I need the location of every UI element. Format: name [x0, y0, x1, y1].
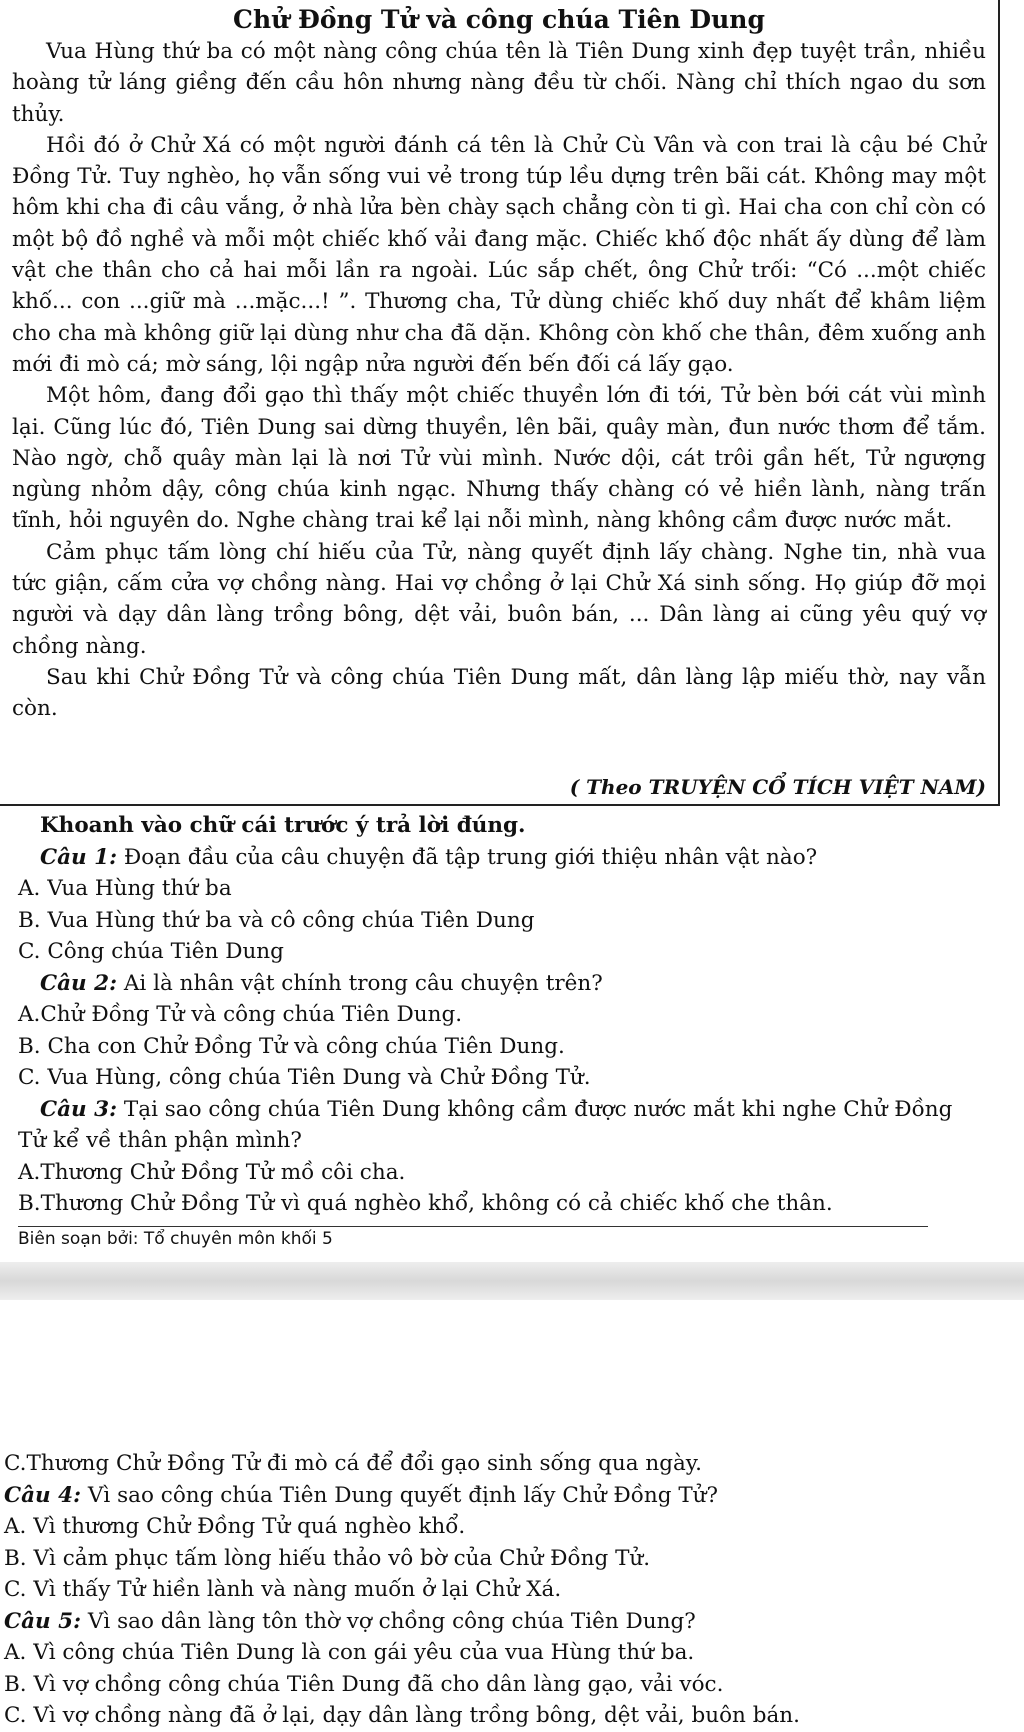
answer-option[interactable]: C. Vì vợ chồng nàng đã ở lại, dạy dân làng trồng bông, dệt vải, buôn bán. [4, 1703, 800, 1728]
answer-option[interactable]: B. Vua Hùng thứ ba và cô công chúa Tiên Dung [18, 907, 535, 933]
page-divider [0, 1262, 1024, 1300]
answer-option[interactable]: C. Vì thấy Tử hiền lành và nàng muốn ở lại Chử Xá. [4, 1577, 562, 1602]
page-2-content [4, 1448, 1020, 1732]
question-label: Câu 1: [40, 844, 118, 870]
question-text: Vì sao công chúa Tiên Dung quyết định lấy Chử Đồng Tử? [87, 1482, 719, 1508]
answer-option[interactable]: A.Thương Chử Đồng Tử mồ côi cha. [18, 1159, 406, 1185]
question-text: Tại sao công chúa Tiên Dung không cầm được nước mắt khi nghe Chử Đồng [123, 1096, 953, 1122]
instruction: Khoanh vào chữ cái trước ý trả lời đúng. [40, 813, 526, 838]
questions-section [18, 810, 1008, 1220]
story-paragraph-2: Hồi đó ở Chử Xá có một người đánh cá tên là Chử Cù Vân và con trai là cậu bé Chử Đồng Tử. Tuy nghèo, họ vẫn sống vui vẻ trong túp lều dựng trên bãi cát. Không may một hôm khi cha đi câu vắng, ở nhà lửa bèn chày sạch chẳng còn ti gì. Hai cha con chỉ còn có một bộ đồ nghề và mỗi một chiếc khố vải đang mặc. Chiếc khố độc nhất ấy dùng để làm vật che thân cho cả hai mỗi lần ra ngoài. Lúc sắp chết, ông Chử trối: “Có ...một chiếc khố... con ...giữ mà ...mặc...! ”. Thương cha, Tử dùng chiếc khố duy nhất để khâm liệm cho cha mà không giữ lại dùng như cha đã dặn. Không còn khố che thân, đêm xuống anh mới đi mò cá; mờ sáng, lội ngập nửa người đến bến đối cá lấy gạo. [12, 132, 986, 377]
story-title: Chử Đồng Tử và công chúa Tiên Dung [233, 5, 765, 34]
question-text-continued: Tử kể về thân phận mình? [18, 1128, 302, 1153]
story-paragraph-3: Một hôm, đang đổi gạo thì thấy một chiếc thuyền lớn đi tới, Tử bèn bới cát vùi mình lại. Cũng lúc đó, Tiên Dung sai dừng thuyền, lên bãi, quây màn, đun nước thơm để tắm. Nào ngờ, chỗ quây màn lại là nơi Tử vùi mình. Nước dội, cát trôi gần hết, Tử ngượng ngùng nhỏm dậy, công chúa kinh ngạc. Nhưng thấy chàng có vẻ hiền lành, nàng trấn tĩnh, hỏi nguyên do. Nghe chàng trai kể lại nỗi mình, nàng không cầm được nước mắt. [12, 383, 986, 534]
question-text: Đoạn đầu của câu chuyện đã tập trung giới thiệu nhân vật nào? [123, 844, 818, 870]
question-3 [18, 1094, 1008, 1126]
answer-option[interactable]: A. Vua Hùng thứ ba [18, 876, 232, 901]
story-paragraph-1: Vua Hùng thứ ba có một nàng công chúa tên là Tiên Dung xinh đẹp tuyệt trần, nhiều hoàng tử láng giềng đến cầu hôn nhưng nàng đều từ chối. Nàng chỉ thích ngao du sơn thủy. [12, 39, 986, 127]
story-paragraph-5: Sau khi Chử Đồng Tử và công chúa Tiên Dung mất, dân làng lập miếu thờ, nay vẫn còn. [12, 664, 986, 722]
question-label: Câu 2: [40, 970, 118, 996]
answer-option[interactable]: C. Vua Hùng, công chúa Tiên Dung và Chử Đồng Tử. [18, 1065, 591, 1090]
answer-option[interactable]: A. Vì công chúa Tiên Dung là con gái yêu của vua Hùng thứ ba. [4, 1640, 695, 1665]
answer-option[interactable]: C. Công chúa Tiên Dung [18, 939, 284, 964]
question-5 [4, 1606, 1020, 1638]
answer-option[interactable]: B. Vì cảm phục tấm lòng hiếu thảo vô bờ của Chử Đồng Tử. [4, 1545, 651, 1571]
page-footer: Biên soạn bởi: Tổ chuyên môn khối 5 [18, 1226, 928, 1249]
answer-option[interactable]: A. Vì thương Chử Đồng Tử quá nghèo khổ. [4, 1514, 466, 1539]
question-text: Ai là nhân vật chính trong câu chuyện trên? [123, 970, 603, 996]
answer-option[interactable]: B. Cha con Chử Đồng Tử và công chúa Tiên Dung. [18, 1033, 565, 1059]
question-2 [18, 968, 1008, 1000]
question-1 [18, 842, 1008, 874]
question-label: Câu 5: [4, 1608, 82, 1634]
question-text: Vì sao dân làng tôn thờ vợ chồng công chúa Tiên Dung? [87, 1608, 696, 1634]
story-box [0, 0, 1000, 806]
answer-option[interactable]: B.Thương Chử Đồng Tử vì quá nghèo khổ, không có cả chiếc khố che thân. [18, 1191, 833, 1216]
story-source: ( Theo TRUYỆN CỔ TÍCH VIỆT NAM) [569, 775, 986, 799]
page-2 [0, 1300, 1024, 1731]
question-4 [4, 1480, 1020, 1512]
answer-option[interactable]: C.Thương Chử Đồng Tử đi mò cá để đổi gạo sinh sống qua ngày. [4, 1451, 702, 1476]
question-label: Câu 3: [40, 1096, 118, 1122]
answer-option[interactable]: B. Vì vợ chồng công chúa Tiên Dung đã cho dân làng gạo, vải vóc. [4, 1671, 724, 1697]
question-label: Câu 4: [4, 1482, 82, 1508]
story-paragraph-4: Cảm phục tấm lòng chí hiếu của Tử, nàng quyết định lấy chàng. Nghe tin, nhà vua tức giận, cấm cửa vợ chồng nàng. Hai vợ chồng ở lại Chử Xá sinh sống. Họ giúp đỡ mọi người và dạy dân làng trồng bông, dệt vải, buôn bán, ... Dân làng ai cũng yêu quý vợ chồng nàng. [12, 539, 986, 659]
answer-option[interactable]: A.Chử Đồng Tử và công chúa Tiên Dung. [18, 1002, 463, 1027]
